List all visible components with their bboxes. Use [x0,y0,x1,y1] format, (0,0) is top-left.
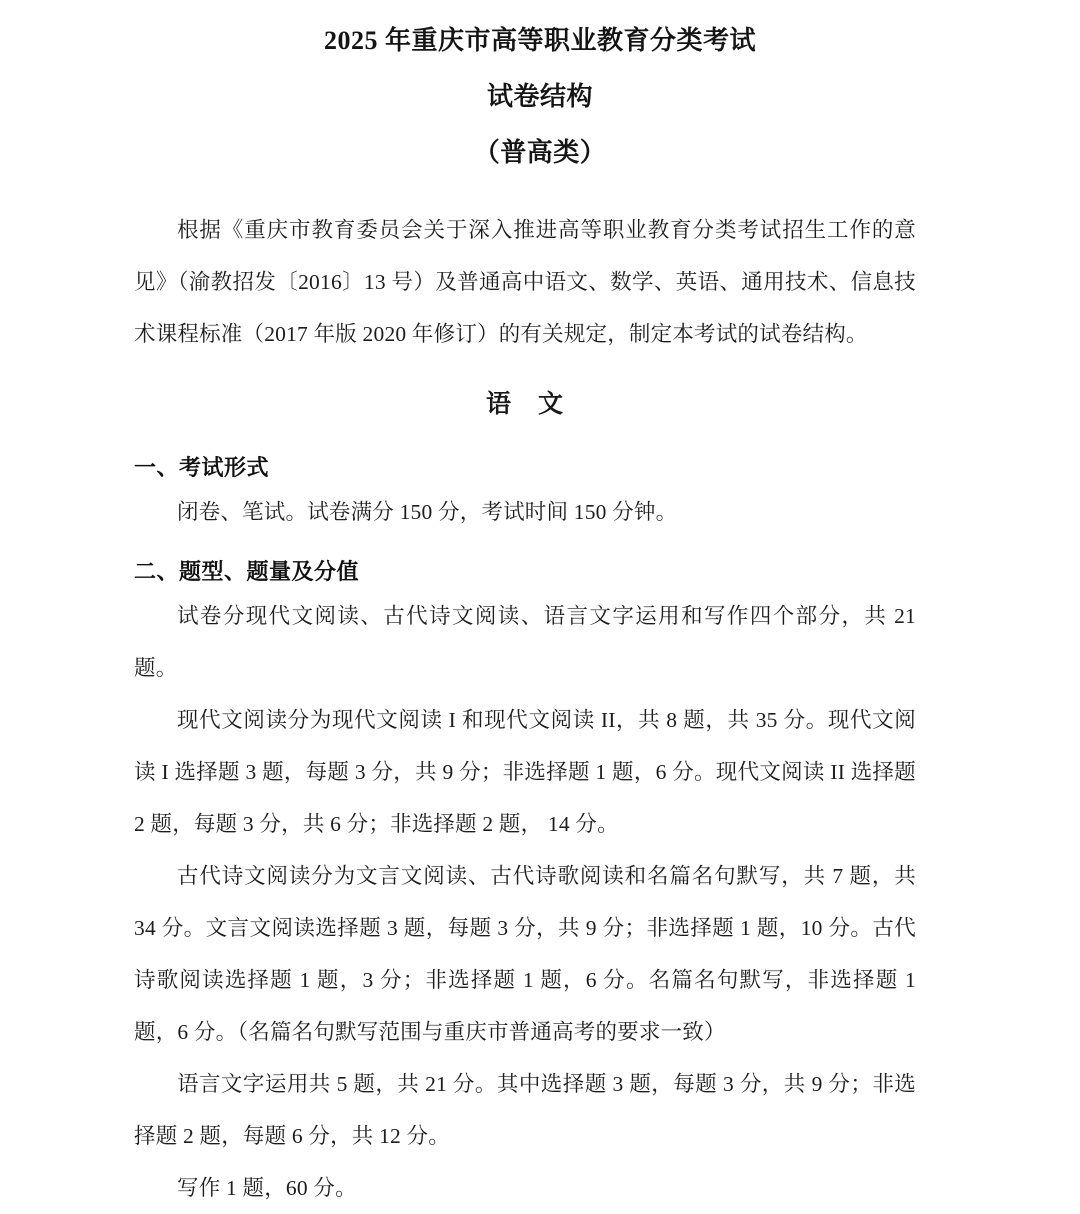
paragraph-writing: 写作 1 题，60 分。 [177,1176,357,1200]
paragraph-modern-reading: 现代文阅读分为现代文阅读 I 和现代文阅读 II，共 8 题，共 35 分。现代文阅读 I 选择题 3 题，每题 3 分，共 9 分；非选择题 1 题，6 分。现代文阅读 II 选择题 2 题，每题 3 分，共 6 分；非选择题 2 题， 14 分。 [134,708,916,836]
section-heading-exam-format: 一、考试形式 [134,455,270,480]
document-title-line-3: （普高类） [473,138,607,167]
paragraph-paper-structure: 试卷分现代文阅读、古代诗文阅读、语言文字运用和写作四个部分，共 21 题。 [134,604,916,680]
document-title-line-2: 试卷结构 [486,82,593,111]
document-body [134,204,916,1214]
paragraph-classical-reading: 古代诗文阅读分为文言文阅读、古代诗歌阅读和名篇名句默写，共 7 题，共 34 分。文言文阅读选择题 3 题，每题 3 分，共 9 分；非选择题 1 题，10 分。古代诗歌阅读选择题 1 题，3 分；非选择题 1 题，6 分。名篇名句默写，非选择题 1 题，6 分。（名篇名句默写范围与重庆市普通高考的要求一致） [134,864,916,1044]
intro-paragraph: 根据《重庆市教育委员会关于深入推进高等职业教育分类考试招生工作的意见》（渝教招发〔2016〕13 号）及普通高中语文、数学、英语、通用技术、信息技术课程标准（2017 年版 2020 年修订）的有关规定，制定本考试的试卷结构。 [134,218,916,346]
paragraph-exam-format: 闭卷、笔试。试卷满分 150 分，考试时间 150 分钟。 [177,500,678,524]
document-title-line-1: 2025 年重庆市高等职业教育分类考试 [323,26,756,55]
paragraph-language-usage: 语言文字运用共 5 题，共 21 分。其中选择题 3 题，每题 3 分，共 9 分；非选择题 2 题，每题 6 分，共 12 分。 [134,1072,916,1148]
section-heading-question-types: 二、题型、题量及分值 [134,559,360,584]
title-block [0,0,1080,170]
subject-heading-chinese: 语 文 [485,391,564,418]
